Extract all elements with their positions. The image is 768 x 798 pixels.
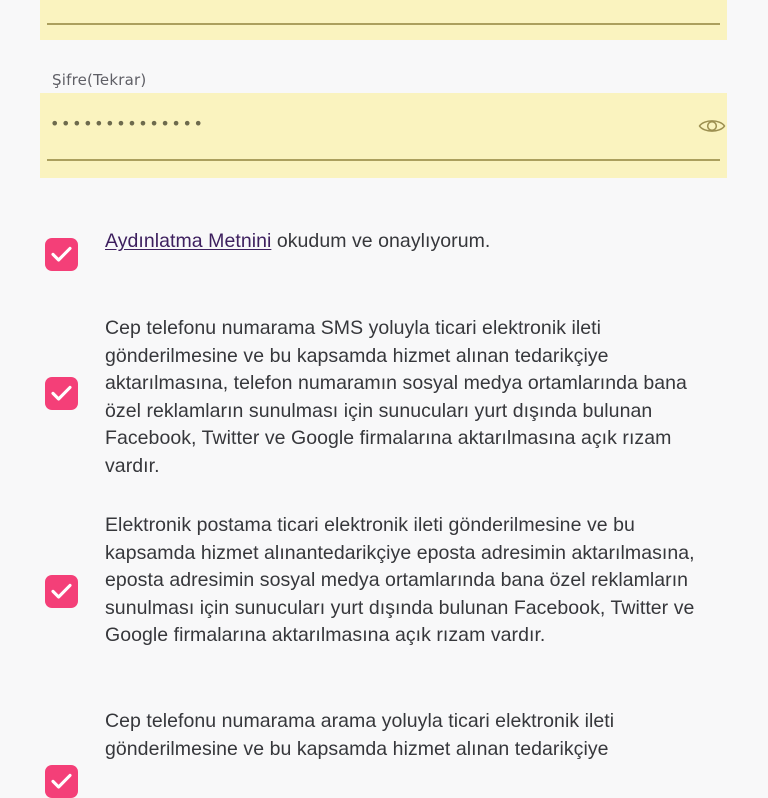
password-repeat-underline [47, 159, 720, 161]
password-repeat-input[interactable]: •••••••••••••• [50, 114, 205, 133]
consent-text-eposta: Elektronik postama ticari elektronik ileti gönderilmesine ve bu kapsamda hizmet alınantedarikçiye eposta adresimin aktarılmasına, eposta adresimin sosyal medya ortamlarında bana özel reklamların sunulması için sunucuları yurt dışında bulunan Facebook, Twitter ve Google firmalarına aktarılmasına açık rızam vardır. [105, 514, 695, 646]
aydinlatma-metni-link[interactable]: Aydınlatma Metnini [105, 230, 272, 252]
checkbox-sms[interactable] [45, 377, 78, 410]
password-repeat-label: Şifre(Tekrar) [52, 71, 147, 89]
checkbox-aydinlatma[interactable] [45, 238, 78, 271]
checkbox-eposta[interactable] [45, 575, 78, 608]
consent-text-sms: Cep telefonu numarama SMS yoluyla ticari elektronik ileti gönderilmesine ve bu kapsamda hizmet alınan tedarikçiye aktarılmasına, telefon numaramın sosyal medya ortamlarında bana özel reklamların sunulması için sunucuları yurt dışında bulunan Facebook, Twitter ve Google firmalarına aktarılmasına açık rızam vardır. [105, 317, 687, 477]
consent-text-aydinlatma [105, 228, 727, 256]
checkbox-arama[interactable] [45, 765, 78, 798]
eye-icon[interactable] [697, 114, 727, 138]
consent-text-aydinlatma-rest: okudum ve onaylıyorum. [271, 230, 491, 252]
consent-text-arama: Cep telefonu numarama arama yoluyla ticari elektronik ileti gönderilmesine ve bu kapsamda hizmet alınan tedarikçiye [105, 710, 615, 760]
password-repeat-field[interactable] [40, 93, 727, 178]
previous-field-panel[interactable] [40, 0, 727, 40]
previous-field-underline [47, 23, 720, 25]
